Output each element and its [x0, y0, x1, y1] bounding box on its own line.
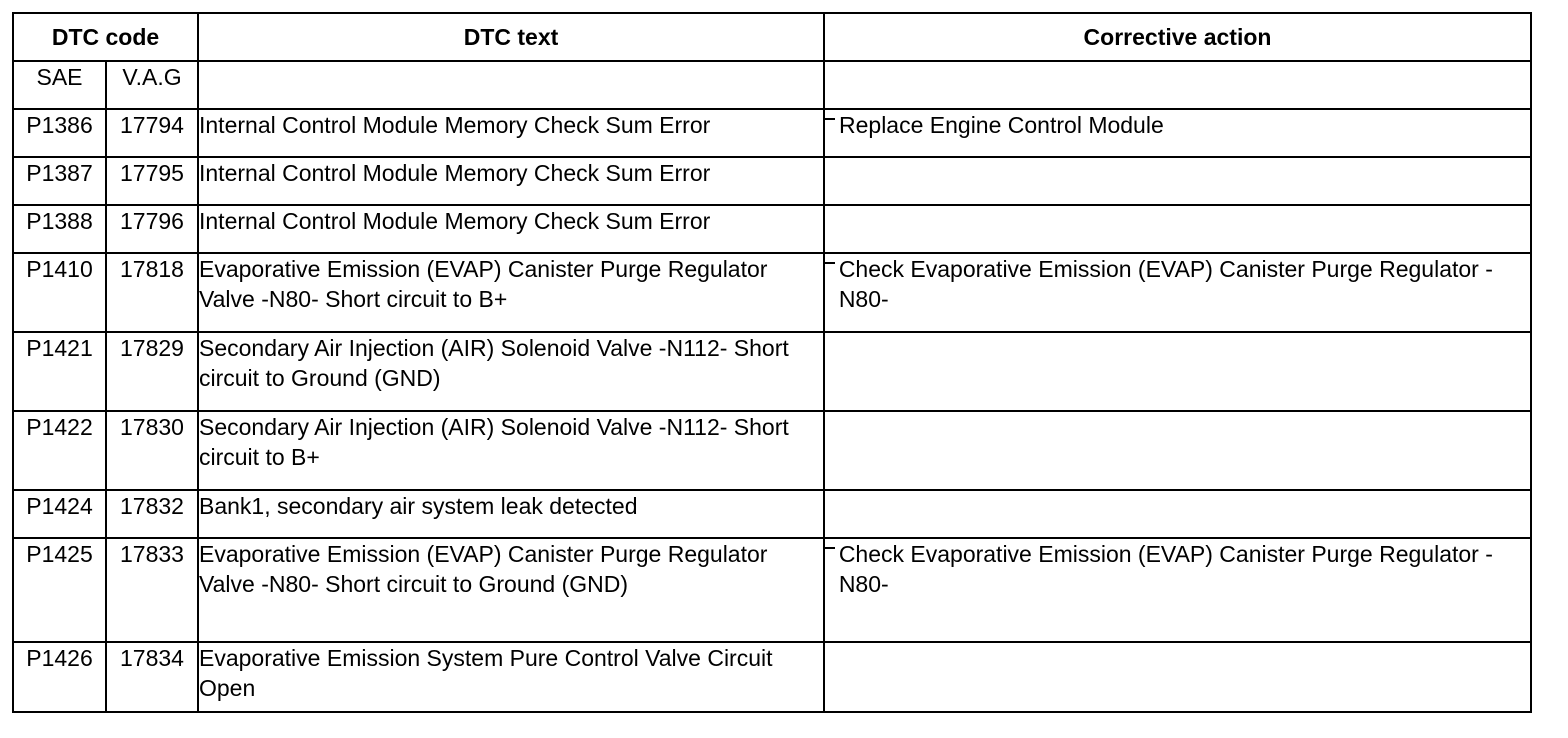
table-row — [13, 411, 1531, 490]
sae-code: P1422 — [13, 411, 106, 490]
dtc-text: Internal Control Module Memory Check Sum Error — [198, 157, 824, 205]
subheader-text-empty — [198, 61, 824, 109]
header-corrective-action: Corrective action — [824, 13, 1531, 61]
corrective-action-cell — [824, 157, 1531, 205]
vag-code: 17829 — [106, 332, 198, 411]
vag-code: 17832 — [106, 490, 198, 538]
dash-bullet-icon — [825, 118, 835, 120]
dtc-text: Secondary Air Injection (AIR) Solenoid Valve -N112- Short circuit to Ground (GND) — [198, 332, 824, 411]
vag-code: 17833 — [106, 538, 198, 642]
sae-code: P1387 — [13, 157, 106, 205]
vag-code: 17795 — [106, 157, 198, 205]
sae-code: P1388 — [13, 205, 106, 253]
table-row — [13, 205, 1531, 253]
header-dtc-code: DTC code — [13, 13, 198, 61]
table-row — [13, 253, 1531, 332]
table-row — [13, 538, 1531, 642]
dash-bullet-icon — [825, 262, 835, 264]
table-row — [13, 642, 1531, 712]
subheader-action-empty — [824, 61, 1531, 109]
dash-bullet-icon — [825, 547, 835, 549]
action-item — [825, 254, 1530, 314]
sae-code: P1386 — [13, 109, 106, 157]
dtc-text: Bank1, secondary air system leak detected — [198, 490, 824, 538]
corrective-action-cell — [824, 109, 1531, 157]
dtc-text: Secondary Air Injection (AIR) Solenoid Valve -N112- Short circuit to B+ — [198, 411, 824, 490]
corrective-action-text: Check Evaporative Emission (EVAP) Canister Purge Regulator -N80- — [838, 541, 1493, 597]
corrective-action-text: Check Evaporative Emission (EVAP) Canister Purge Regulator -N80- — [838, 256, 1493, 312]
table-row — [13, 490, 1531, 538]
action-item — [825, 110, 1530, 140]
corrective-action-cell — [824, 538, 1531, 642]
dtc-table — [12, 12, 1532, 713]
subheader-vag: V.A.G — [106, 61, 198, 109]
vag-code: 17818 — [106, 253, 198, 332]
corrective-action-cell — [824, 490, 1531, 538]
corrective-action-cell — [824, 411, 1531, 490]
action-item — [825, 539, 1530, 599]
dtc-text: Evaporative Emission (EVAP) Canister Purge Regulator Valve -N80- Short circuit to B+ — [198, 253, 824, 332]
dtc-text: Internal Control Module Memory Check Sum Error — [198, 205, 824, 253]
subheader-row — [13, 61, 1531, 109]
corrective-action-text: Replace Engine Control Module — [839, 112, 1164, 138]
sae-code: P1424 — [13, 490, 106, 538]
sae-code: P1426 — [13, 642, 106, 712]
dtc-text: Evaporative Emission System Pure Control Valve Circuit Open — [198, 642, 824, 712]
table-row — [13, 157, 1531, 205]
header-row — [13, 13, 1531, 61]
subheader-sae: SAE — [13, 61, 106, 109]
vag-code: 17796 — [106, 205, 198, 253]
vag-code: 17830 — [106, 411, 198, 490]
sae-code: P1421 — [13, 332, 106, 411]
corrective-action-cell — [824, 205, 1531, 253]
dtc-text: Internal Control Module Memory Check Sum Error — [198, 109, 824, 157]
sae-code: P1425 — [13, 538, 106, 642]
header-dtc-text: DTC text — [198, 13, 824, 61]
corrective-action-cell — [824, 642, 1531, 712]
sae-code: P1410 — [13, 253, 106, 332]
corrective-action-cell — [824, 253, 1531, 332]
vag-code: 17834 — [106, 642, 198, 712]
table-row — [13, 109, 1531, 157]
dtc-text: Evaporative Emission (EVAP) Canister Purge Regulator Valve -N80- Short circuit to Ground (GND) — [198, 538, 824, 642]
table-row — [13, 332, 1531, 411]
vag-code: 17794 — [106, 109, 198, 157]
corrective-action-cell — [824, 332, 1531, 411]
